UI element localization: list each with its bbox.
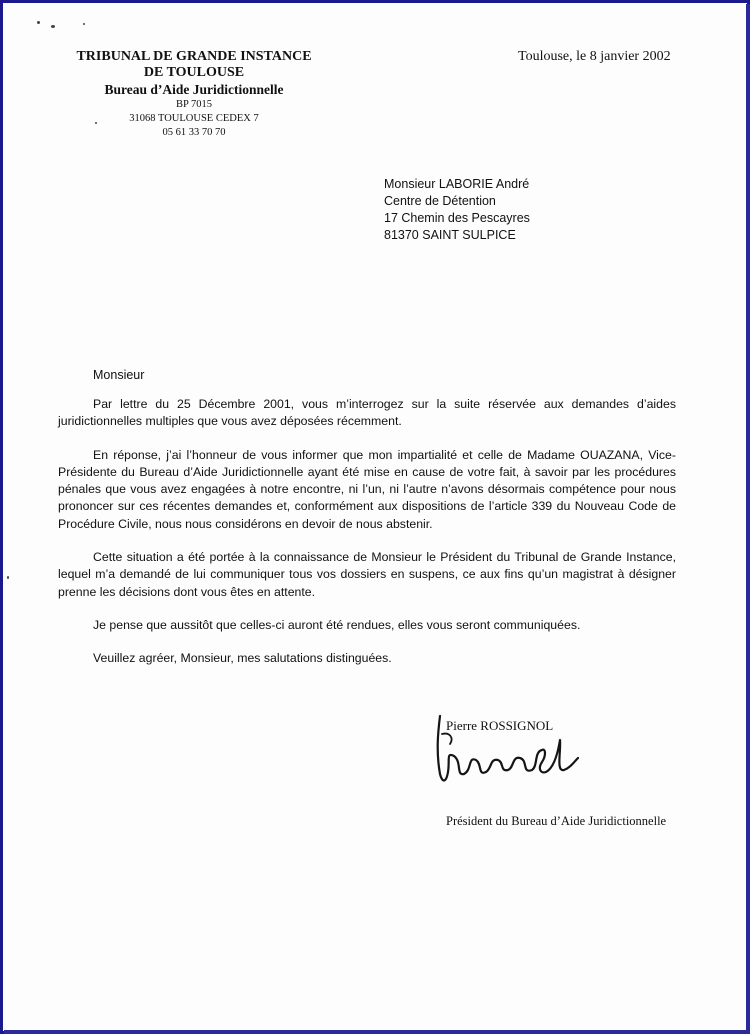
scan-speck [7, 576, 9, 579]
sender-bp: BP 7015 [175, 99, 213, 110]
sender-block [56, 49, 332, 140]
sender-bureau: Bureau d’Aide Juridictionnelle [104, 82, 284, 97]
sender-court-city: DE TOULOUSE [143, 65, 245, 80]
recipient-line2: Centre de Détention [384, 194, 496, 208]
paragraph: En réponse, j’ai l’honneur de vous informer que mon impartialité et celle de Madame OUAZANA, Vice-Présidente du Bureau d’Aide Juridictionnelle ayant été mise en cause de votre fait, à savoir par les procédures pénales que vous avez engagées à notre encontre, ni l’un, ni l’autre n’avons désormais compétence pour nous prononcer sur ces récentes demandes et, conformément aux dispositions de l’article 339 du Nouveau Code de Procédure Civile, nous nous considérons en devoir de nous abstenir. [58, 447, 676, 531]
handwritten-signature [428, 712, 598, 790]
sender-court-name: TRIBUNAL DE GRANDE INSTANCE [76, 49, 312, 64]
signer-title: Président du Bureau d’Aide Juridictionnelle [446, 814, 667, 828]
paragraph: Cette situation a été portée à la connaissance de Monsieur le Président du Tribunal de Grande Instance, lequel m’a demandé de lui communiquer tous vos dossiers en suspens, ce aux fins qu’un magistrat à désigner prenne les décisions dont vous êtes en attente. [58, 550, 676, 599]
scan-speck [51, 25, 55, 28]
recipient-block [384, 176, 530, 244]
letter-date: Toulouse, le 8 janvier 2002 [518, 49, 671, 64]
paragraph: Par lettre du 25 Décembre 2001, vous m’interrogez sur la suite réservée aux demandes d’aides juridictionnelles multiples que vous avez déposées récemment. [58, 397, 676, 429]
paragraph: Je pense que aussitôt que celles-ci auront été rendues, elles vous seront communiquées. [93, 617, 581, 632]
scan-speck [83, 23, 85, 25]
sender-postal: 31068 TOULOUSE CEDEX 7 [129, 113, 259, 124]
signer-name: Pierre ROSSIGNOL [446, 718, 554, 733]
scan-speck [37, 21, 40, 24]
recipient-name: Monsieur LABORIE André [384, 177, 530, 191]
frame-shadow-right [746, 4, 750, 1034]
paragraph: Veuillez agréer, Monsieur, mes salutations distinguées. [93, 651, 392, 666]
frame-shadow-bottom [4, 1030, 750, 1034]
greeting: Monsieur [93, 368, 145, 382]
recipient-line4: 81370 SAINT SULPICE [384, 228, 516, 242]
sender-phone: 05 61 33 70 70 [162, 127, 226, 138]
recipient-line3: 17 Chemin des Pescayres [384, 211, 530, 225]
letter-body [58, 396, 676, 684]
